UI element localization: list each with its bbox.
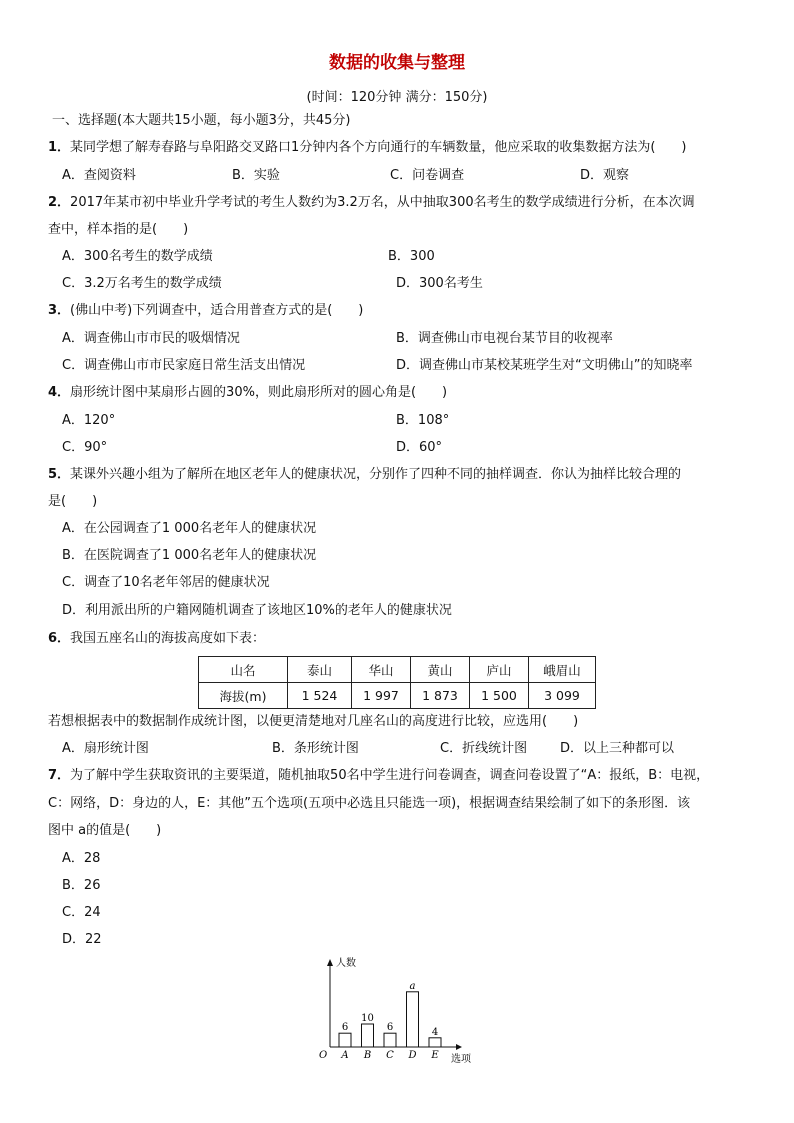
tick-label-E: E <box>431 1050 439 1061</box>
section-heading: 一、选择题(本大题共15小题，每小题3分，共45分) <box>52 113 351 128</box>
question-number: 6． <box>48 631 71 646</box>
bar-chart <box>306 950 486 1070</box>
data-label-E: 4 <box>431 1026 439 1038</box>
q4-option-d[interactable]: D．60° <box>396 440 443 455</box>
table-header-cell: 山名 <box>199 657 288 683</box>
q7-option-d[interactable]: D．22 <box>62 932 102 947</box>
q1-option-c[interactable]: C．问卷调查 <box>390 168 465 183</box>
data-label-D: a <box>409 980 416 992</box>
question-2 <box>48 194 695 212</box>
y-axis-arrow <box>327 959 333 966</box>
q4-option-c[interactable]: C．90° <box>62 440 108 455</box>
x-axis-arrow <box>456 1044 462 1050</box>
x-axis-label: 选项 <box>451 1054 471 1065</box>
table-row <box>199 657 596 683</box>
data-label-A: 6 <box>341 1022 349 1034</box>
question-text: 2017年某市初中毕业升学考试的考生人数约为3.2万名，从中抽取300名考生的数学成绩进行分析，在本次调 <box>70 195 695 210</box>
question-7-line-2: C：网络，D：身边的人，E：其他”五个选项(五项中必选且只能选一项)，根据调查结果绘制了如下的条形图．该 <box>48 796 691 811</box>
question-text: 某同学想了解寿春路与阜阳路交叉路口1分钟内各个方向通行的车辆数量，他应采取的收集数据方法为( ) <box>70 140 687 155</box>
question-text: 为了解中学生获取资讯的主要渠道，随机抽取50名中学生进行问卷调查，调查问卷设置了“A：报纸，B：电视， <box>70 768 710 783</box>
q6-option-c[interactable]: C．折线统计图 <box>440 741 528 756</box>
q5-option-d[interactable]: D．利用派出所的户籍网随机调查了该地区10%的老年人的健康状况 <box>62 603 452 618</box>
table-cell: 1 524 <box>288 683 352 709</box>
question-3 <box>48 302 363 320</box>
question-number: 5． <box>48 467 71 482</box>
table-row <box>199 683 596 709</box>
bar-E <box>429 1038 441 1047</box>
question-5-line-2: 是( ) <box>48 494 98 509</box>
data-label-B: 10 <box>361 1013 374 1024</box>
q6-option-d[interactable]: D．以上三种都可以 <box>560 741 675 756</box>
table-cell: 1 873 <box>411 683 470 709</box>
question-2-line-2: 查中，样本指的是( ) <box>48 222 189 237</box>
q4-option-a[interactable]: A．120° <box>62 413 116 428</box>
table-header-cell: 华山 <box>352 657 411 683</box>
question-number: 1． <box>48 140 71 155</box>
q3-option-a[interactable]: A．调查佛山市市民的吸烟情况 <box>62 331 240 346</box>
table-header-cell: 庐山 <box>470 657 529 683</box>
question-number: 7． <box>48 768 71 783</box>
question-4 <box>48 384 447 402</box>
q5-option-c[interactable]: C．调查了10名老年邻居的健康状况 <box>62 575 270 590</box>
table-cell: 1 500 <box>470 683 529 709</box>
question-number: 2． <box>48 195 71 210</box>
bar-C <box>384 1033 396 1047</box>
q5-option-b[interactable]: B．在医院调查了1 000名老年人的健康状况 <box>62 548 317 563</box>
table-cell: 3 099 <box>529 683 596 709</box>
q3-option-c[interactable]: C．调查佛山市市民家庭日常生活支出情况 <box>62 358 306 373</box>
q7-option-a[interactable]: A．28 <box>62 851 101 866</box>
question-text: 扇形统计图中某扇形占圆的30%，则此扇形所对的圆心角是( ) <box>70 385 448 400</box>
q1-option-b[interactable]: B．实验 <box>232 168 280 183</box>
table-cell: 海拔(m) <box>199 683 288 709</box>
question-number: 4． <box>48 385 71 400</box>
tick-label-B: B <box>363 1050 372 1061</box>
table-header-cell: 黄山 <box>411 657 470 683</box>
mountain-height-table <box>198 656 596 709</box>
question-number: 3． <box>48 303 71 318</box>
q7-option-b[interactable]: B．26 <box>62 878 101 893</box>
table-header-cell: 泰山 <box>288 657 352 683</box>
question-text: 某课外兴趣小组为了解所在地区老年人的健康状况，分别作了四种不同的抽样调查．你认为抽样比较合理的 <box>70 467 682 482</box>
page-title: 数据的收集与整理 <box>329 53 465 73</box>
y-axis-label: 人数 <box>336 958 356 969</box>
question-7 <box>48 767 709 785</box>
question-text: (佛山中考)下列调查中，适合用普查方式的是( ) <box>70 303 364 318</box>
question-1 <box>48 139 686 157</box>
question-6-followup: 若想根据表中的数据制作成统计图，以便更清楚地对几座名山的高度进行比较，应选用( ) <box>48 714 579 729</box>
q2-option-b[interactable]: B．300 <box>388 249 435 264</box>
q5-option-a[interactable]: A．在公园调查了1 000名老年人的健康状况 <box>62 521 317 536</box>
q6-option-b[interactable]: B．条形统计图 <box>272 741 359 756</box>
q3-option-b[interactable]: B．调查佛山市电视台某节目的收视率 <box>396 331 613 346</box>
q3-option-d[interactable]: D．调查佛山市某校某班学生对“文明佛山”的知晓率 <box>396 358 693 373</box>
bar-D <box>407 992 419 1047</box>
q1-option-d[interactable]: D．观察 <box>580 168 630 183</box>
bar-A <box>339 1033 351 1047</box>
question-text: 我国五座名山的海拔高度如下表： <box>70 631 266 646</box>
table-header-cell: 峨眉山 <box>529 657 596 683</box>
tick-label-C: C <box>386 1050 394 1061</box>
origin-label: O <box>319 1050 328 1061</box>
q4-option-b[interactable]: B．108° <box>396 413 450 428</box>
q2-option-d[interactable]: D．300名考生 <box>396 276 483 291</box>
question-5 <box>48 466 681 484</box>
bar-B <box>362 1024 374 1047</box>
tick-label-D: D <box>408 1050 417 1061</box>
q1-option-a[interactable]: A．查阅资料 <box>62 168 136 183</box>
q2-option-a[interactable]: A．300名考生的数学成绩 <box>62 249 213 264</box>
page-subtitle: (时间：120分钟 满分：150分) <box>306 90 488 105</box>
tick-label-A: A <box>341 1050 349 1061</box>
question-6 <box>48 630 265 648</box>
question-7-line-3: 图中 a的值是( ) <box>48 823 162 838</box>
data-label-C: 6 <box>386 1022 394 1034</box>
q7-option-c[interactable]: C．24 <box>62 905 101 920</box>
table-cell: 1 997 <box>352 683 411 709</box>
q2-option-c[interactable]: C．3.2万名考生的数学成绩 <box>62 276 222 291</box>
q6-option-a[interactable]: A．扇形统计图 <box>62 741 149 756</box>
